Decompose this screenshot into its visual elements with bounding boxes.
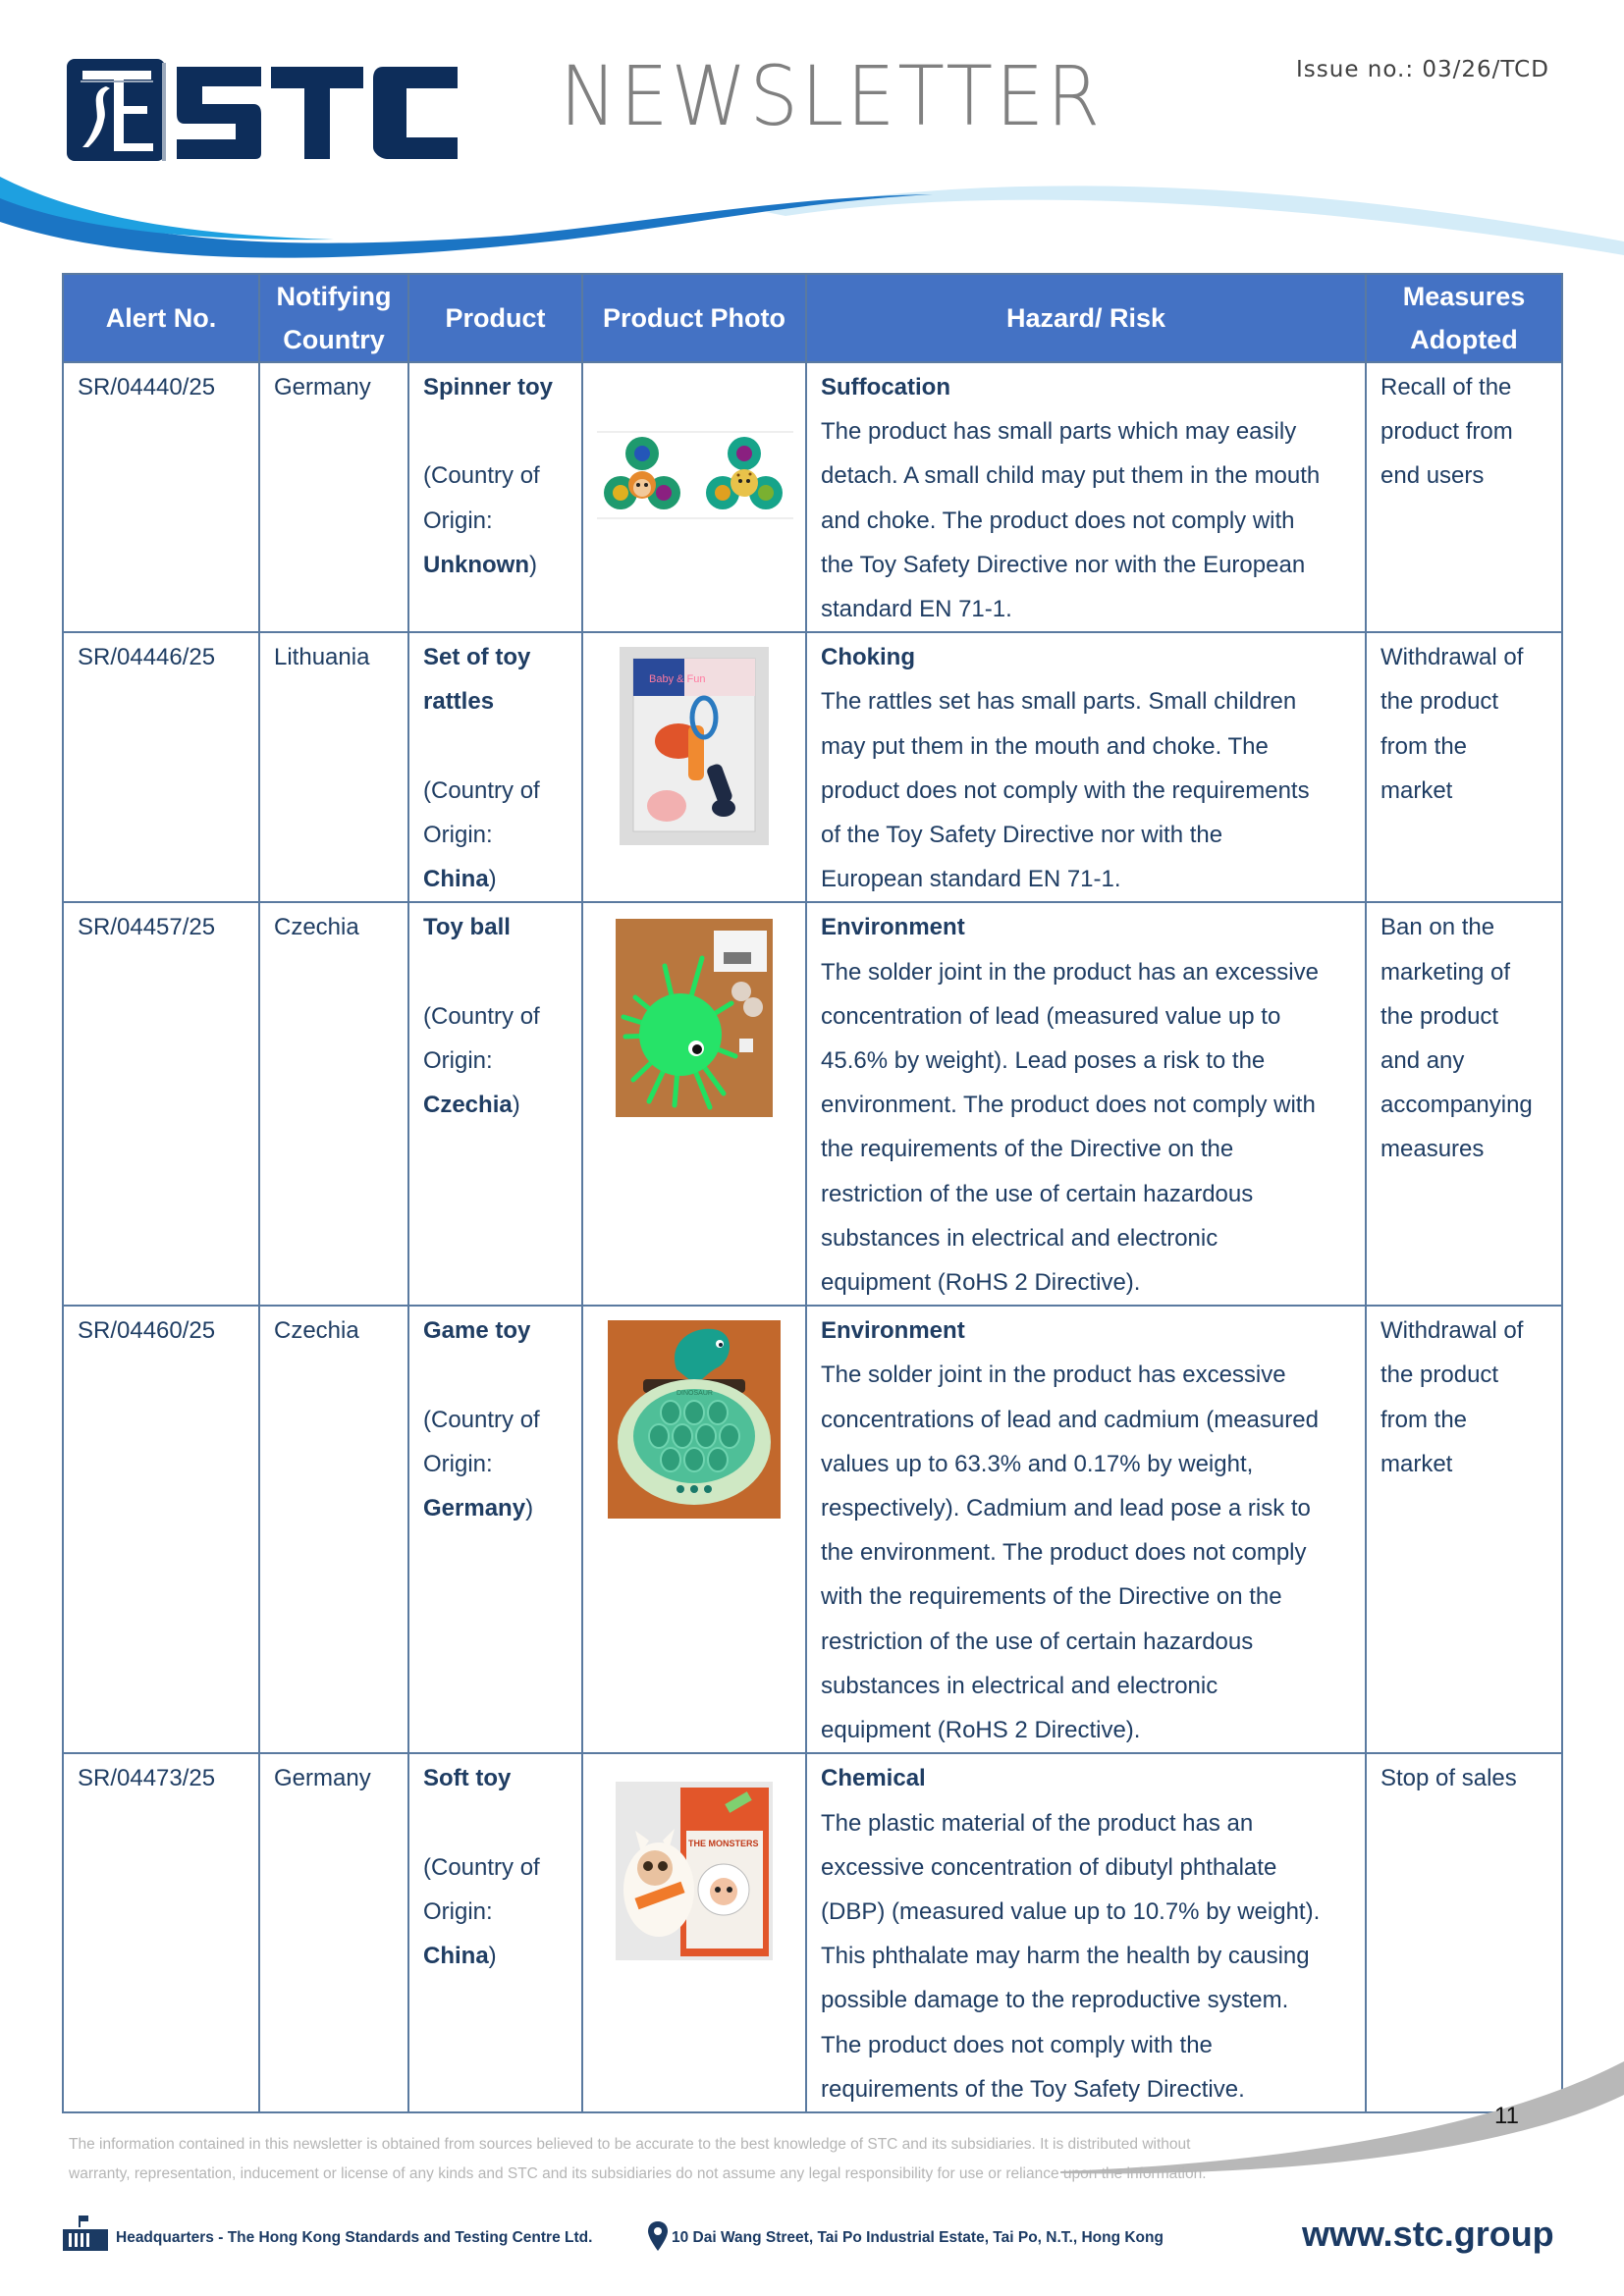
country-of-origin: Germany bbox=[423, 1495, 526, 1522]
hazard-line: requirements of the Toy Safety Directive. bbox=[821, 2075, 1245, 2103]
header-notifying-line1: Notifying bbox=[276, 282, 392, 311]
header-notifying-line2: Country bbox=[283, 325, 385, 354]
hazard-line: substances in electrical and electronic bbox=[821, 1672, 1218, 1699]
measures-line: from the bbox=[1380, 1406, 1468, 1433]
measures-line: marketing of bbox=[1380, 958, 1511, 986]
header-hazard-risk: Hazard/ Risk bbox=[806, 274, 1366, 362]
hazard-title: Environment bbox=[821, 914, 965, 941]
origin-label-line2: Origin: bbox=[423, 1450, 493, 1477]
hazard-line: the environment. The product does not comply bbox=[821, 1539, 1307, 1567]
photo-label: DINOSAUR bbox=[677, 1390, 713, 1398]
product-cell bbox=[408, 632, 582, 902]
measures-line: end users bbox=[1380, 462, 1485, 490]
origin-close-paren: ) bbox=[529, 551, 537, 578]
hazard-line: detach. A small child may put them in the mouth bbox=[821, 462, 1321, 490]
toy-ball-photo bbox=[616, 919, 773, 1117]
location-pin-icon bbox=[648, 2221, 668, 2251]
measures-line: the product bbox=[1380, 688, 1499, 716]
product-cell bbox=[408, 1306, 582, 1753]
hazard-line: European standard EN 71-1. bbox=[821, 866, 1121, 893]
table-row bbox=[63, 1753, 1562, 2112]
hazard-title: Suffocation bbox=[821, 374, 950, 400]
hazard-line: product does not comply with the requirements bbox=[821, 776, 1310, 804]
hazard-line: and choke. The product does not comply with bbox=[821, 507, 1295, 534]
notifying-country: Germany bbox=[259, 362, 408, 632]
hazard-line: excessive concentration of dibutyl phthalate bbox=[821, 1853, 1277, 1881]
building-icon bbox=[61, 2216, 110, 2251]
photo-label: Baby & Fun bbox=[649, 673, 706, 686]
hazard-line: may put them in the mouth and choke. The bbox=[821, 732, 1269, 760]
hazard-line: concentration of lead (measured value up to bbox=[821, 1002, 1281, 1030]
hazard-line: restriction of the use of certain hazardous bbox=[821, 1180, 1254, 1207]
hazard-cell bbox=[806, 632, 1366, 902]
page-number: 11 bbox=[1494, 2103, 1519, 2129]
measures-line: Withdrawal of bbox=[1380, 644, 1524, 671]
origin-label-line1: (Country of bbox=[423, 1406, 540, 1433]
disclaimer bbox=[69, 2130, 1296, 2189]
stc-logo bbox=[67, 57, 460, 163]
game-toy-photo bbox=[608, 1320, 781, 1519]
hazard-line: The product does not comply with the bbox=[821, 2031, 1213, 2058]
origin-label-line2: Origin: bbox=[423, 1047, 493, 1075]
hazard-line: The rattles set has small parts. Small children bbox=[821, 688, 1297, 716]
hazard-line: the Toy Safety Directive nor with the European bbox=[821, 551, 1306, 578]
measures-line: market bbox=[1380, 776, 1453, 804]
origin-close-paren: ) bbox=[512, 1092, 520, 1119]
product-cell bbox=[408, 902, 582, 1306]
measures-cell bbox=[1366, 1753, 1562, 2112]
measures-cell bbox=[1366, 1306, 1562, 1753]
header-measures-adopted bbox=[1366, 274, 1562, 362]
measures-line: the product bbox=[1380, 1002, 1499, 1030]
disclaimer-line1: The information contained in this newsletter is obtained from sources believed to be accurate to the best knowledge of STC and its subsidiaries. It is distributed without bbox=[69, 2136, 1191, 2153]
country-of-origin: Unknown bbox=[423, 551, 529, 578]
product-photo-cell bbox=[582, 362, 806, 632]
hazard-line: of the Toy Safety Directive nor with the bbox=[821, 822, 1223, 849]
product-photo-cell bbox=[582, 902, 806, 1306]
country-of-origin: China bbox=[423, 866, 489, 893]
hazard-line: equipment (RoHS 2 Directive). bbox=[821, 1717, 1141, 1744]
table-row bbox=[63, 632, 1562, 902]
soft-toy-photo bbox=[616, 1782, 773, 1960]
measures-cell bbox=[1366, 902, 1562, 1306]
hazard-line: with the requirements of the Directive on the bbox=[821, 1583, 1282, 1611]
notifying-country: Czechia bbox=[259, 902, 408, 1306]
product-name: Soft toy bbox=[423, 1765, 512, 1792]
hazard-title: Choking bbox=[821, 644, 915, 671]
product-name: Spinner toy bbox=[423, 374, 554, 400]
hazard-line: The solder joint in the product has an excessive bbox=[821, 958, 1319, 986]
alert-number: SR/04460/25 bbox=[63, 1306, 259, 1753]
origin-label-line1: (Country of bbox=[423, 776, 540, 804]
header-product-photo: Product Photo bbox=[582, 274, 806, 362]
origin-close-paren: ) bbox=[488, 866, 497, 893]
header-alert-no: Alert No. bbox=[63, 274, 259, 362]
hazard-line: respectively). Cadmium and lead pose a risk to bbox=[821, 1495, 1311, 1522]
table-header-row bbox=[63, 274, 1562, 362]
hazard-line: substances in electrical and electronic bbox=[821, 1224, 1218, 1252]
measures-line: product from bbox=[1380, 418, 1513, 446]
footer-bar bbox=[61, 2214, 1563, 2263]
header-notifying-country bbox=[259, 274, 408, 362]
alert-number: SR/04440/25 bbox=[63, 362, 259, 632]
product-name: Game toy bbox=[423, 1317, 531, 1345]
measures-line: the product bbox=[1380, 1362, 1499, 1389]
measures-line: market bbox=[1380, 1450, 1453, 1477]
product-cell bbox=[408, 1753, 582, 2112]
hazard-line: values up to 63.3% and 0.17% by weight, bbox=[821, 1450, 1254, 1477]
headquarters-text: Headquarters - The Hong Kong Standards and Testing Centre Ltd. bbox=[116, 2229, 593, 2246]
product-photo-cell bbox=[582, 1306, 806, 1753]
disclaimer-line2: warranty, representation, inducement or license of any kinds and STC and its subsidiaries do not assume any legal responsibility for use or reliance upon the information. bbox=[69, 2165, 1207, 2182]
measures-line: Ban on the bbox=[1380, 914, 1495, 941]
address-text: 10 Dai Wang Street, Tai Po Industrial Estate, Tai Po, N.T., Hong Kong bbox=[672, 2229, 1164, 2246]
origin-label-line1: (Country of bbox=[423, 462, 540, 490]
hazard-cell bbox=[806, 1753, 1366, 2112]
hazard-line: the requirements of the Directive on the bbox=[821, 1136, 1234, 1163]
header-swoosh-decoration bbox=[0, 177, 1624, 265]
country-of-origin: Czechia bbox=[423, 1092, 513, 1119]
hazard-cell bbox=[806, 1306, 1366, 1753]
measures-cell bbox=[1366, 632, 1562, 902]
product-name-line2: rattles bbox=[423, 688, 495, 716]
spinner-toy-photo bbox=[597, 430, 793, 528]
origin-close-paren: ) bbox=[525, 1495, 534, 1522]
hazard-line: standard EN 71-1. bbox=[821, 596, 1012, 623]
product-photo-cell bbox=[582, 1753, 806, 2112]
product-name-line1: Set of toy bbox=[423, 644, 531, 671]
measures-line: and any bbox=[1380, 1047, 1465, 1075]
hazard-cell bbox=[806, 362, 1366, 632]
hazard-line: possible damage to the reproductive system. bbox=[821, 1987, 1289, 2014]
measures-line: measures bbox=[1380, 1136, 1485, 1163]
header-measures-line2: Adopted bbox=[1410, 325, 1518, 354]
hazard-line: 45.6% by weight). Lead poses a risk to the bbox=[821, 1047, 1266, 1075]
origin-close-paren: ) bbox=[488, 1943, 497, 1970]
hazard-line: equipment (RoHS 2 Directive). bbox=[821, 1269, 1141, 1297]
measures-line: Withdrawal of bbox=[1380, 1317, 1524, 1345]
table-row bbox=[63, 902, 1562, 1306]
measures-line: Recall of the bbox=[1380, 374, 1512, 400]
website-link[interactable]: www.stc.group bbox=[1302, 2214, 1554, 2254]
header-product: Product bbox=[408, 274, 582, 362]
notifying-country: Lithuania bbox=[259, 632, 408, 902]
alert-number: SR/04473/25 bbox=[63, 1753, 259, 2112]
hazard-line: The solder joint in the product has excessive bbox=[821, 1362, 1286, 1389]
notifying-country: Germany bbox=[259, 1753, 408, 2112]
hazard-line: restriction of the use of certain hazardous bbox=[821, 1628, 1254, 1655]
hazard-line: The product has small parts which may easily bbox=[821, 418, 1297, 446]
origin-label-line1: (Country of bbox=[423, 1002, 540, 1030]
hazard-line: (DBP) (measured value up to 10.7% by weight). bbox=[821, 1897, 1321, 1925]
hazard-line: environment. The product does not comply with bbox=[821, 1092, 1316, 1119]
table-row bbox=[63, 362, 1562, 632]
origin-label-line2: Origin: bbox=[423, 822, 493, 849]
origin-label-line2: Origin: bbox=[423, 507, 493, 534]
product-name: Toy ball bbox=[423, 914, 511, 941]
hazard-line: This phthalate may harm the health by causing bbox=[821, 1943, 1310, 1970]
origin-label-line2: Origin: bbox=[423, 1897, 493, 1925]
hazard-title: Environment bbox=[821, 1317, 965, 1345]
hazard-line: concentrations of lead and cadmium (measured bbox=[821, 1406, 1319, 1433]
toy-rattles-photo bbox=[620, 647, 769, 845]
hazard-title: Chemical bbox=[821, 1765, 926, 1792]
photo-label: THE MONSTERS bbox=[688, 1839, 759, 1849]
measures-line: Stop of sales bbox=[1380, 1765, 1517, 1792]
hazard-line: The plastic material of the product has an bbox=[821, 1809, 1254, 1837]
newsletter-title: NEWSLETTER bbox=[560, 48, 1104, 144]
origin-label-line1: (Country of bbox=[423, 1853, 540, 1881]
notifying-country: Czechia bbox=[259, 1306, 408, 1753]
country-of-origin: China bbox=[423, 1943, 489, 1970]
measures-line: accompanying bbox=[1380, 1092, 1533, 1119]
product-cell bbox=[408, 362, 582, 632]
alert-number: SR/04457/25 bbox=[63, 902, 259, 1306]
alerts-table bbox=[62, 273, 1563, 2113]
alert-number: SR/04446/25 bbox=[63, 632, 259, 902]
header-measures-line1: Measures bbox=[1402, 282, 1526, 311]
hazard-cell bbox=[806, 902, 1366, 1306]
measures-line: from the bbox=[1380, 732, 1468, 760]
table-row bbox=[63, 1306, 1562, 1753]
product-photo-cell bbox=[582, 632, 806, 902]
issue-number: Issue no.: 03/26/TCD bbox=[1296, 57, 1549, 82]
measures-cell bbox=[1366, 362, 1562, 632]
